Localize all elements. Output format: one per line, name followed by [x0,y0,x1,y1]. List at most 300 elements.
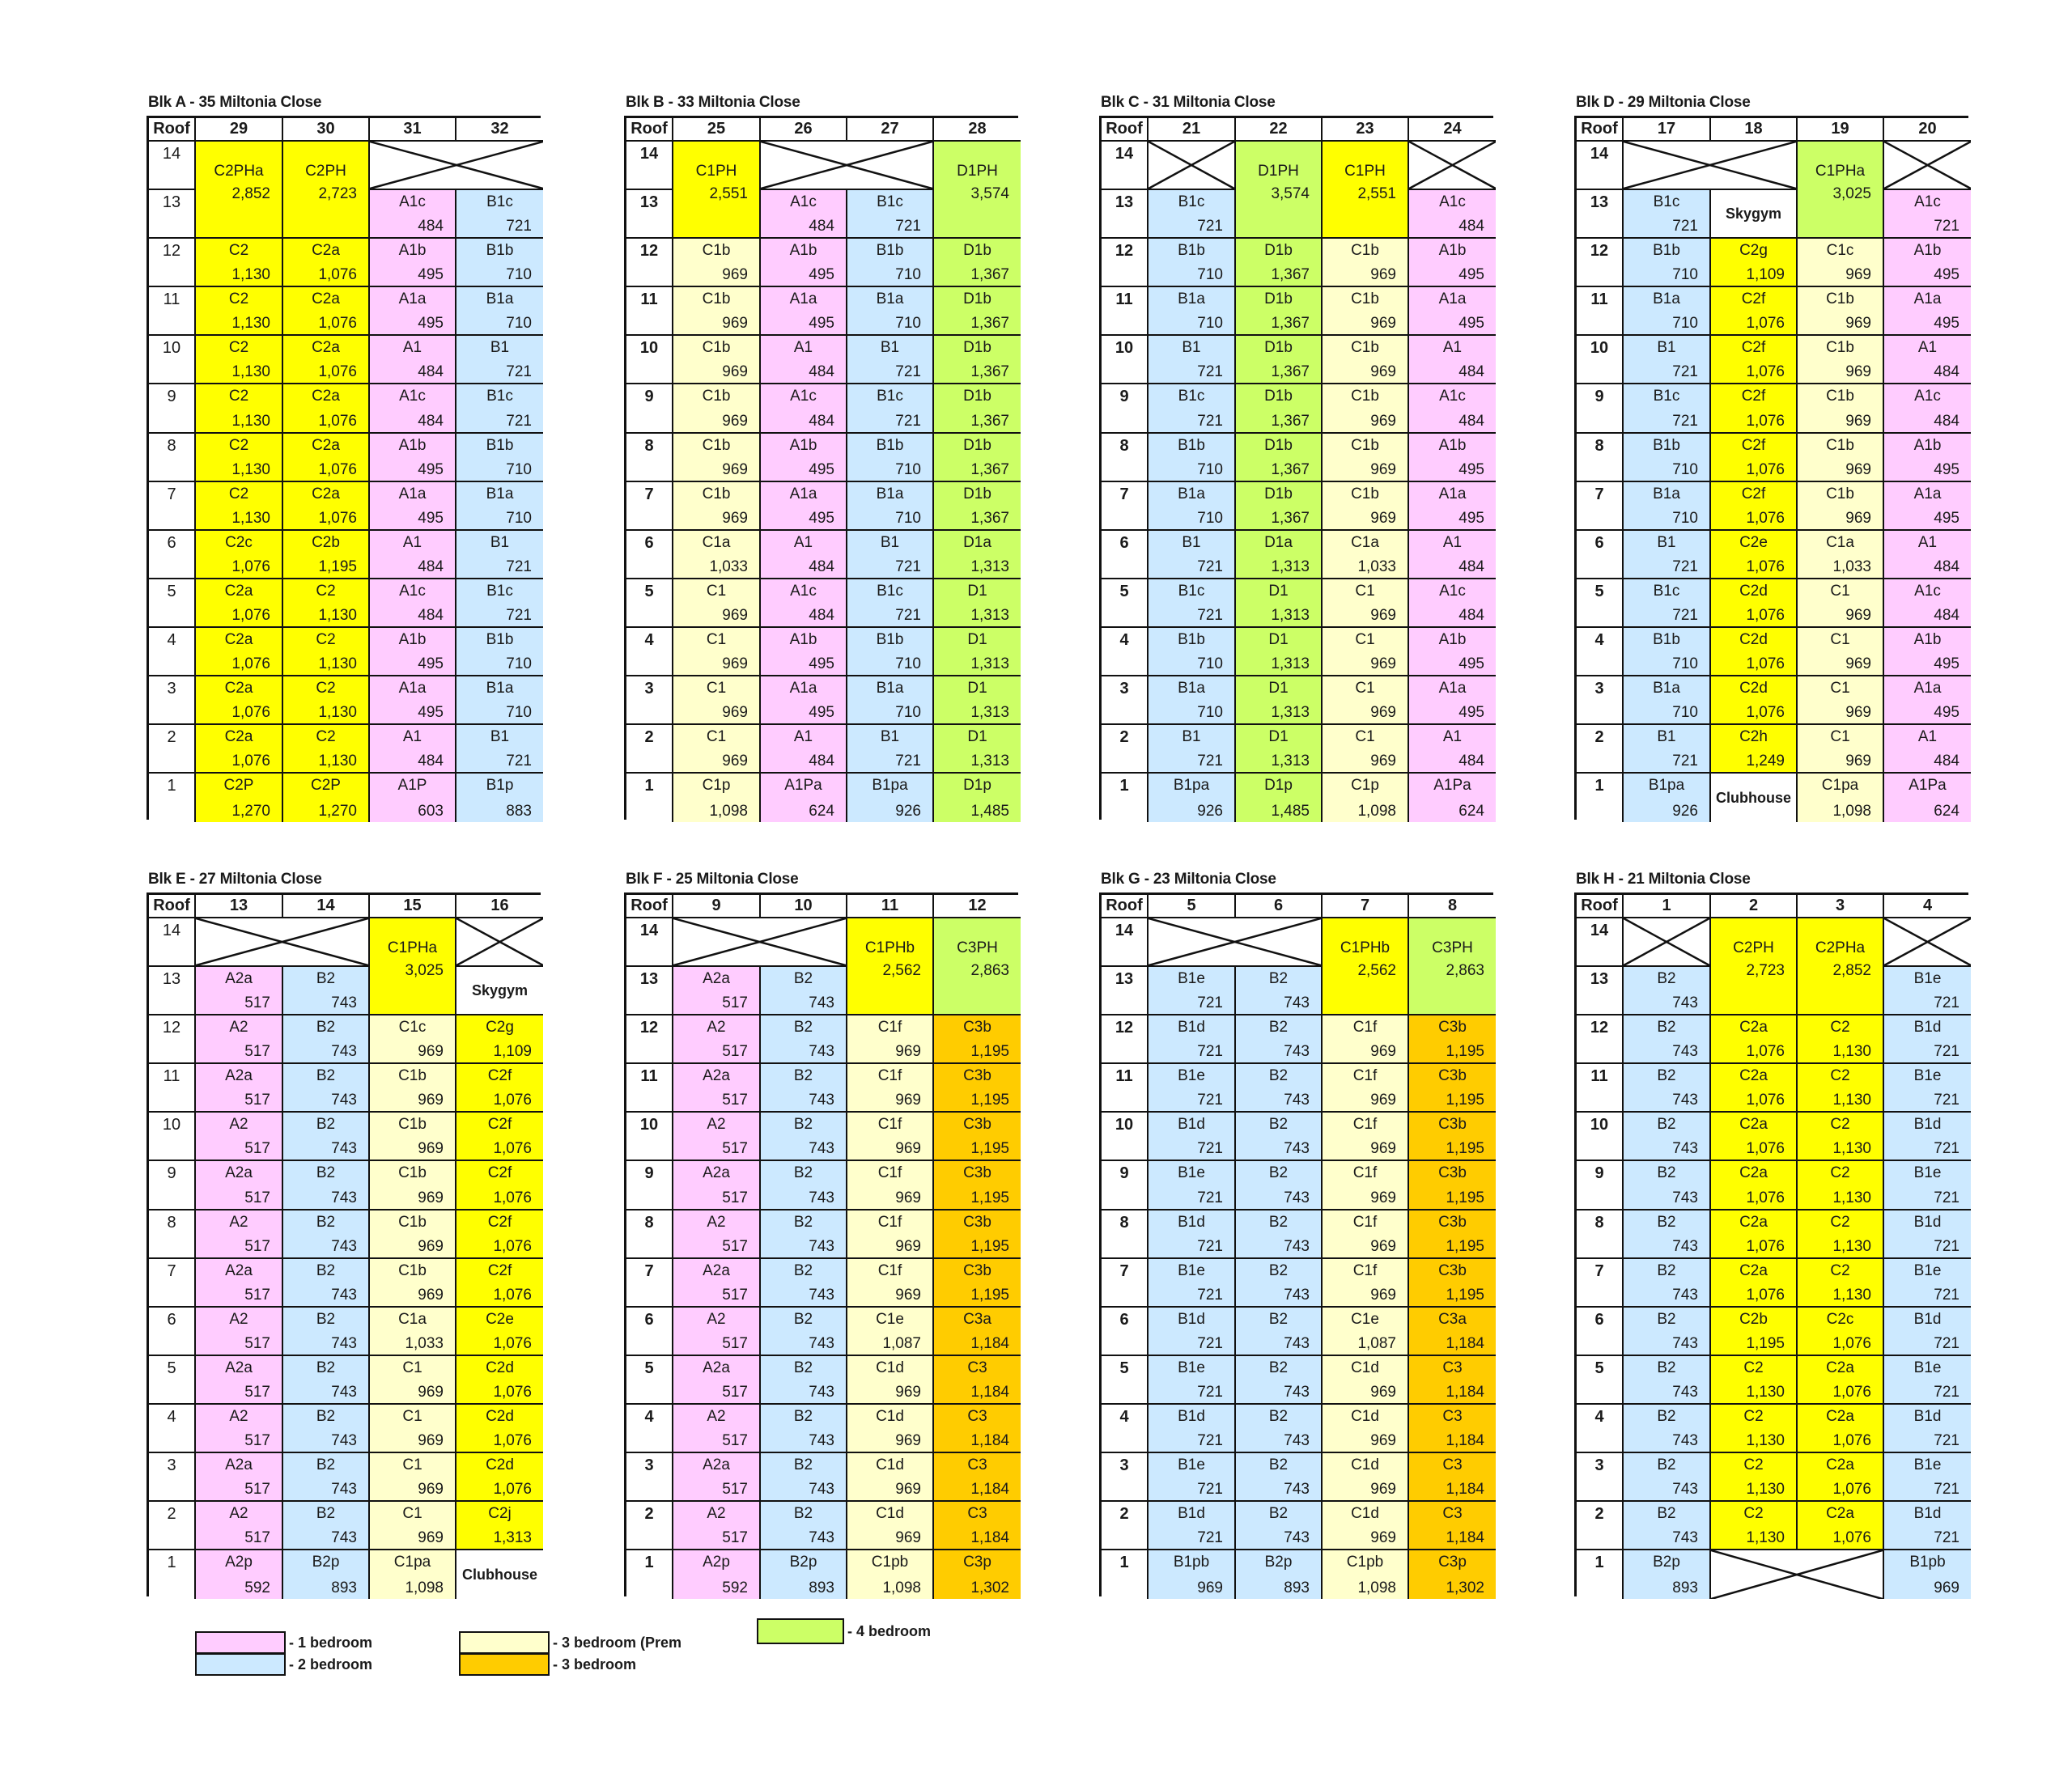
unit-size-sqft: 1,033 [1357,558,1396,575]
unit-size-sqft: 484 [809,558,834,575]
unit-type: B1e [1178,1164,1205,1182]
unit-type: B2 [316,1213,336,1231]
unit-cell [1409,434,1496,482]
floor-label: 6 [1102,531,1149,579]
unit-cell [1409,1550,1496,1599]
cross-out-icon [1624,918,1709,965]
unit-size-sqft: 1,195 [970,1237,1009,1255]
unit-size-sqft: 969 [1845,315,1871,333]
unit-size-sqft: 721 [1672,753,1698,770]
unit-cell [761,336,847,384]
unit-cell [1236,774,1323,822]
floor-label: 1 [1102,1550,1149,1599]
unit-cell [847,1308,934,1356]
unit-type: B1c [486,193,513,211]
unit-size-sqft: 484 [1458,558,1484,575]
unit-size-sqft: 495 [418,704,444,722]
unit-type: B1c [1178,582,1205,600]
unit-cell [847,434,934,482]
unit-type: B2 [316,1359,336,1376]
unit-type: C2d [486,1407,514,1425]
floor-label: 11 [1102,287,1149,336]
unit-cell [196,579,283,628]
unit-size-sqft: 743 [1284,1529,1310,1547]
unit-cell [456,676,543,725]
unit-size-sqft: 969 [1370,412,1396,430]
floor-label: 10 [626,336,673,384]
unit-size-sqft: 484 [1458,218,1484,235]
unit-size-sqft: 1,076 [1746,460,1785,478]
unit-type: A1c [399,193,426,211]
unit-type: C1b [1826,388,1854,405]
unit-size-sqft: 1,098 [1357,1579,1396,1597]
unit-size-sqft: 969 [1845,753,1871,770]
unit-cell [1323,1259,1409,1308]
unit-size-sqft: 1,195 [1446,1237,1484,1255]
floor-label: 6 [149,531,196,579]
floor-label: 6 [626,1308,673,1356]
unit-cell [283,1064,370,1113]
unit-size-sqft: 1,076 [1746,704,1785,722]
unit-size-sqft: 1,076 [1832,1432,1871,1450]
unit-size-sqft: 1,076 [1746,1189,1785,1206]
floor-label: 12 [149,1015,196,1064]
unit-type: C1 [1355,630,1375,648]
unit-size-sqft: 743 [331,1092,357,1109]
unit-cell [1798,579,1884,628]
unit-type: A1b [1913,630,1942,648]
unit-cell [1409,676,1496,725]
unit-size-sqft: 495 [809,704,834,722]
unit-size-sqft: 1,367 [1271,315,1310,333]
unit-type: B1e [1913,970,1942,988]
floor-label: 7 [1577,482,1624,531]
unit-type: C2g [486,1019,514,1037]
unit-cell [1409,628,1496,676]
no-unit-cell [370,142,543,190]
unit-size-sqft: 1,033 [1832,558,1871,575]
unit-size-sqft: 1,367 [1271,266,1310,284]
unit-type: B1pa [1648,777,1685,795]
unit-cell [196,1064,283,1113]
no-unit-cell [1884,918,1971,967]
unit-cell [1409,725,1496,774]
unit-cell [1323,531,1409,579]
unit-type: A2 [229,1116,248,1134]
unit-cell [1236,1550,1323,1599]
unit-cell [761,1550,847,1599]
unit-cell [1624,1113,1711,1161]
unit-cell [1323,1308,1409,1356]
unit-size-sqft: 517 [244,1043,270,1061]
unit-cell [1236,287,1323,336]
unit-cell [1409,384,1496,433]
unit-size-sqft: 1,195 [970,1043,1009,1061]
unit-size-sqft: 1,313 [1271,558,1310,575]
unit-type: C1f [1352,1164,1378,1182]
unit-type: C1 [1830,582,1850,600]
unit-cell [934,579,1021,628]
penthouse-unit [1711,918,1798,1015]
floor-label: 9 [149,1161,196,1210]
unit-cell [1798,287,1884,336]
unit-cell [761,1210,847,1259]
unit-size-sqft: 2,863 [970,962,1009,980]
unit-size-sqft: 592 [722,1579,748,1597]
unit-size-sqft: 721 [1672,412,1698,430]
unit-size-sqft: 495 [418,315,444,333]
block-title: Blk A - 35 Miltonia Close [148,94,322,111]
unit-cell [1323,579,1409,628]
unit-type: A1a [789,290,817,308]
unit-type: A1b [1913,242,1942,260]
unit-type: A1 [793,533,813,551]
unit-cell [1798,239,1884,287]
unit-cell [370,1356,456,1405]
unit-size-sqft: 1,367 [970,509,1009,527]
unit-size-sqft: 1,367 [1271,363,1310,381]
unit-type: B1b [1653,436,1680,454]
unit-type: C2a [1739,1067,1768,1085]
unit-type: B2 [1657,1019,1676,1037]
unit-cell [1884,725,1971,774]
unit-size-sqft: 969 [722,704,748,722]
unit-cell [1323,1064,1409,1113]
unit-cell [761,1064,847,1113]
unit-type: A2a [703,1456,730,1474]
unit-size-sqft: 743 [1284,1092,1310,1109]
unit-type: B1 [1657,728,1676,746]
unit-size-sqft: 721 [1672,218,1698,235]
unit-cell [1711,1161,1798,1210]
floor-label: 2 [149,725,196,774]
unit-cell [1884,676,1971,725]
floor-label: 14 [1102,142,1149,190]
unit-cell [847,1210,934,1259]
unit-size-sqft: 1,076 [493,1481,532,1499]
unit-type: C2h [1739,728,1768,746]
unit-size-sqft: 721 [1197,412,1223,430]
floor-label: 12 [1102,1015,1149,1064]
floor-label: 9 [626,384,673,433]
unit-type: A1c [1914,193,1941,211]
floor-label: 10 [626,1113,673,1161]
unit-size-sqft: 1,313 [970,704,1009,722]
cross-out-icon [1409,142,1496,189]
unit-column-header: 11 [847,895,934,918]
unit-size-sqft: 517 [722,1189,748,1206]
unit-type: A1c [790,582,817,600]
unit-type: A1b [1438,630,1467,648]
floor-label: 9 [1577,384,1624,433]
unit-size-sqft: 1,130 [1746,1481,1785,1499]
unit-cell [847,774,934,822]
unit-cell [1711,287,1798,336]
floor-label: 2 [626,1502,673,1550]
unit-type: C3 [967,1407,987,1425]
unit-type: C2 [316,680,336,697]
unit-cell [1624,384,1711,433]
unit-cell [1711,239,1798,287]
unit-column-header: 24 [1409,118,1496,142]
cross-out-icon [1624,142,1796,189]
unit-type: D1PH [957,163,998,180]
unit-size-sqft: 517 [722,1481,748,1499]
unit-cell [1884,336,1971,384]
unit-size-sqft: 1,076 [1832,1529,1871,1547]
unit-grid [146,892,541,1596]
unit-cell [1236,384,1323,433]
unit-size-sqft: 721 [1197,753,1223,770]
unit-cell [1236,1356,1323,1405]
unit-type: B1a [486,680,514,697]
unit-cell [1711,628,1798,676]
unit-column-header: 30 [283,118,370,142]
unit-type: C1PH [695,163,737,180]
no-unit-cell [1711,1550,1884,1599]
roof-header: Roof [149,118,196,142]
unit-cell [673,531,761,579]
unit-size-sqft: 495 [1934,509,1959,527]
unit-size-sqft: 710 [895,704,921,722]
unit-size-sqft: 1,184 [970,1481,1009,1499]
unit-size-sqft: 969 [1845,606,1871,624]
floor-label: 9 [1577,1161,1624,1210]
unit-size-sqft: 721 [506,753,532,770]
unit-cell [1798,1405,1884,1453]
unit-cell [370,1405,456,1453]
floor-label: 5 [1102,1356,1149,1405]
unit-type: C2d [1739,582,1768,600]
unit-column-header: 4 [1884,895,1971,918]
unit-type: C2a [1826,1456,1854,1474]
unit-type: B2 [316,1067,336,1085]
unit-type: B1b [876,436,904,454]
unit-cell [1409,1210,1496,1259]
unit-size-sqft: 484 [809,218,834,235]
unit-type: A1c [1914,582,1941,600]
unit-size-sqft: 517 [722,1383,748,1401]
unit-size-sqft: 495 [1458,315,1484,333]
unit-column-header: 17 [1624,118,1711,142]
unit-type: B2 [793,1067,813,1085]
unit-type: B1d [1178,1019,1205,1037]
unit-size-sqft: 1,130 [1832,1043,1871,1061]
floor-label: 12 [1577,1015,1624,1064]
no-unit-cell [1149,142,1236,190]
unit-type: C1b [398,1116,427,1134]
unit-type: C2f [487,1116,512,1134]
floor-label: 3 [626,1453,673,1502]
unit-size-sqft: 1,184 [1446,1529,1484,1547]
unit-size-sqft: 710 [1672,460,1698,478]
unit-cell [283,239,370,287]
unit-size-sqft: 721 [1934,1529,1959,1547]
unit-type: C2 [228,290,249,308]
swatch-green [757,1618,844,1644]
unit-column-header: 6 [1236,895,1323,918]
floor-label: 6 [1577,1308,1624,1356]
unit-type: A2 [707,1213,726,1231]
unit-type: C3b [1438,1164,1467,1182]
unit-type: C1f [1352,1067,1378,1085]
unit-cell [1236,1405,1323,1453]
unit-size-sqft: 1,076 [318,412,357,430]
no-unit-cell [456,918,543,967]
unit-cell [370,1308,456,1356]
unit-size-sqft: 484 [809,412,834,430]
unit-type: A1Pa [1433,777,1471,795]
unit-grid [1099,892,1493,1596]
unit-cell [370,725,456,774]
unit-cell [456,628,543,676]
unit-cell [1711,579,1798,628]
unit-type: A1 [1442,728,1463,746]
unit-size-sqft: 1,313 [1271,606,1310,624]
unit-type: B2 [316,970,336,988]
unit-size-sqft: 1,076 [493,1383,532,1401]
unit-cell [1711,676,1798,725]
unit-size-sqft: 1,184 [970,1432,1009,1450]
floor-label: 8 [1577,434,1624,482]
unit-type: D1a [963,533,991,551]
unit-size-sqft: 1,313 [970,606,1009,624]
unit-type: B2 [316,1164,336,1182]
unit-type: B1e [1178,1456,1205,1474]
unit-size-sqft: 969 [1370,655,1396,673]
unit-size-sqft: 1,076 [493,1237,532,1255]
unit-type: A2a [225,1456,253,1474]
floor-label: 8 [1577,1210,1624,1259]
unit-type: A2 [707,1019,726,1037]
unit-cell [1409,1453,1496,1502]
unit-size-sqft: 484 [418,753,444,770]
unit-type: C3b [1438,1116,1467,1134]
unit-type: B2 [1657,1067,1676,1085]
unit-size-sqft: 743 [1284,1432,1310,1450]
swatch-pink [195,1631,286,1654]
floor-label: 9 [1102,384,1149,433]
unit-cell [1624,579,1711,628]
unit-type: B1e [1913,1261,1942,1279]
unit-size-sqft: 517 [244,1383,270,1401]
roof-header: Roof [1102,118,1149,142]
legend-label: - 3 bedroom (Prem [553,1634,682,1651]
unit-type: C2a [312,485,340,502]
unit-type: B2 [316,1261,336,1279]
unit-cell [283,1113,370,1161]
unit-type: C2a [1739,1019,1768,1037]
unit-cell [934,287,1021,336]
unit-cell [1798,482,1884,531]
unit-cell [673,1308,761,1356]
unit-type: B2 [1268,1359,1289,1376]
unit-type: C1 [706,680,727,697]
unit-type: B2 [1657,1359,1676,1376]
unit-type: A2a [225,1067,253,1085]
unit-type: A1 [1917,728,1938,746]
unit-type: B2 [793,1213,813,1231]
unit-type: B1e [1178,1359,1205,1376]
unit-size-sqft: 743 [1284,1189,1310,1206]
unit-size-sqft: 1,184 [1446,1432,1484,1450]
unit-type: A1b [1438,436,1467,454]
floor-label: 7 [626,482,673,531]
unit-size-sqft: 1,076 [231,753,270,770]
unit-cell [1798,676,1884,725]
unit-type: B2 [1268,1116,1289,1134]
floor-label: 2 [1102,725,1149,774]
unit-size-sqft: 1,184 [1446,1481,1484,1499]
unit-type: C2a [1739,1116,1768,1134]
unit-size-sqft: 1,076 [1746,1092,1785,1109]
unit-type: B1pa [872,777,908,795]
unit-size-sqft: 484 [1934,606,1959,624]
unit-type: C1f [1352,1116,1378,1134]
unit-cell [283,531,370,579]
unit-type: C2g [1739,242,1768,260]
unit-size-sqft: 969 [1845,460,1871,478]
unit-size-sqft: 710 [1197,704,1223,722]
unit-size-sqft: 1,367 [1271,509,1310,527]
unit-cell [1798,1356,1884,1405]
unit-type: B1d [1178,1213,1205,1231]
unit-cell [456,1259,543,1308]
unit-size-sqft: 1,076 [1832,1383,1871,1401]
unit-cell [1236,239,1323,287]
unit-cell [761,482,847,531]
unit-cell [283,1502,370,1550]
unit-cell [283,1356,370,1405]
unit-type: A1c [399,582,426,600]
unit-type: B1 [490,339,510,357]
unit-size-sqft: 1,367 [1271,460,1310,478]
unit-type: B2 [1657,1116,1676,1134]
unit-type: C1PHb [1340,939,1391,956]
unit-cell [370,1161,456,1210]
unit-type: C1 [1355,680,1375,697]
unit-type: A2a [225,1359,253,1376]
legend-label: - 4 bedroom [847,1622,932,1639]
unit-size-sqft: 969 [418,1432,444,1450]
unit-size-sqft: 710 [506,460,532,478]
unit-type: C1 [1355,582,1375,600]
unit-type: C2PHa [1815,939,1866,956]
unit-type: A2a [703,1164,730,1182]
unit-type: A1c [399,388,426,405]
unit-size-sqft: 721 [1934,1383,1959,1401]
unit-size-sqft: 495 [809,460,834,478]
floor-label: 9 [626,1161,673,1210]
unit-type: B1b [1178,630,1205,648]
cross-out-icon [196,918,368,965]
unit-type: B2p [789,1554,817,1571]
unit-type: A2a [703,1261,730,1279]
unit-size-sqft: 1,076 [231,704,270,722]
unit-cell [1624,1064,1711,1113]
unit-size-sqft: 721 [1934,1432,1959,1450]
unit-type: B2 [316,1019,336,1037]
unit-cell [1798,1113,1884,1161]
unit-type: D1b [1264,339,1293,357]
unit-size-sqft: 484 [1458,363,1484,381]
unit-cell [673,1550,761,1599]
unit-size-sqft: 743 [1672,1432,1698,1450]
unit-cell [1323,482,1409,531]
floor-label: 13 [1102,967,1149,1015]
unit-cell [847,1453,934,1502]
unit-cell [847,1356,934,1405]
